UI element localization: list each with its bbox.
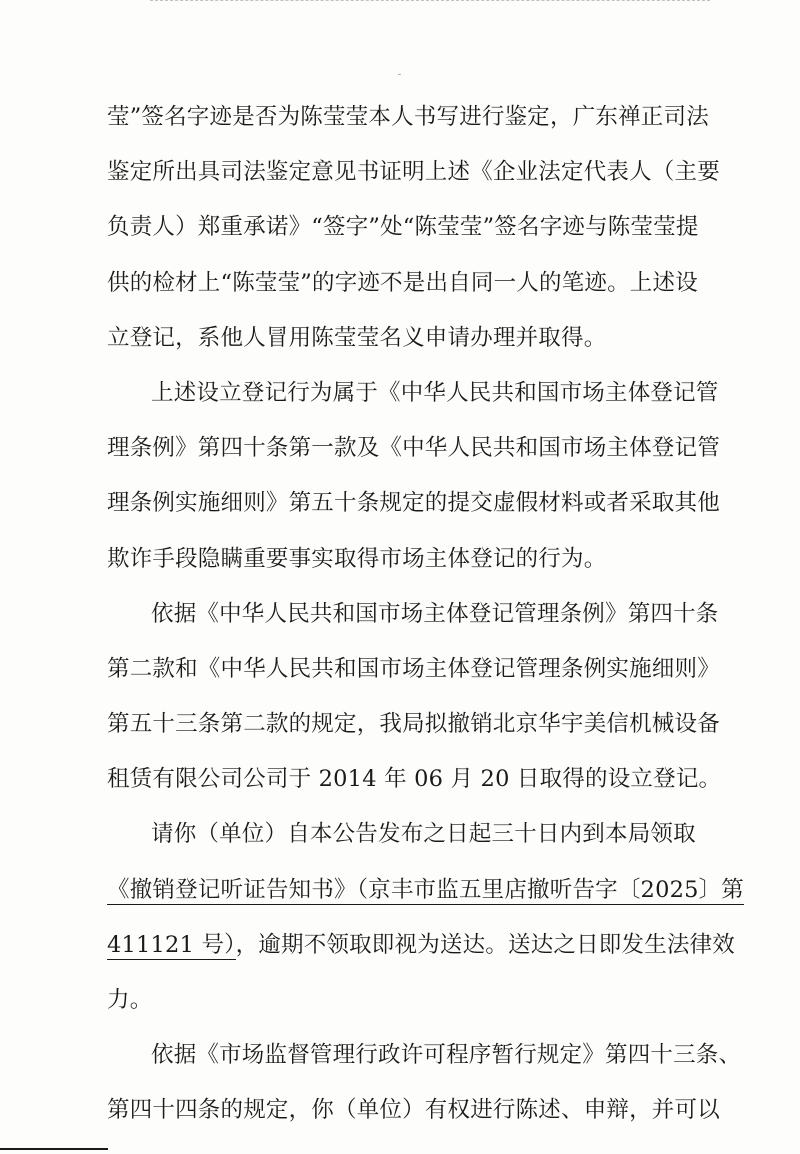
text-line: 租赁有限公司公司于 2014 年 06 月 20 日取得的设立登记。	[107, 766, 722, 793]
text-line: 理条例》第四十条第一款及《中华人民共和国市场主体登记管	[107, 435, 720, 462]
text-line: 第五十三条第二款的规定，我局拟撤销北京华宇美信机械设备	[107, 711, 720, 738]
text-line: 鉴定所出具司法鉴定意见书证明上述《企业法定代表人（主要	[107, 159, 720, 186]
text-line: 力。	[107, 987, 153, 1013]
text-line	[107, 930, 735, 985]
text-line: 欺诈手段隐瞒重要事实取得市场主体登记的行为。	[107, 545, 607, 572]
text-line: 理条例实施细则》第五十条规定的提交虚假材料或者采取其他	[107, 490, 720, 517]
page-number-mark: ˉ	[397, 74, 403, 84]
text-line: 依据《中华人民共和国市场主体登记管理条例》第四十条	[151, 600, 719, 627]
notice-document-title: 《撤销登记听证告知书》（京丰市监五里店撤听告字〔2025〕第	[107, 876, 745, 903]
text-line: 上述设立登记行为属于《中华人民共和国市场主体登记管	[151, 379, 719, 406]
text-fragment: ，逾期不领取即视为送达。送达之日即发生法律效	[235, 931, 735, 958]
text-line: 依据《市场监督管理行政许可程序暂行规定》第四十三条、	[151, 1042, 742, 1069]
document-body	[107, 102, 745, 1151]
text-line: 莹”签名字迹是否为陈莹莹本人书写进行鉴定，广东禅正司法	[107, 104, 709, 130]
text-line	[107, 875, 745, 930]
text-line: 供的检材上“陈莹莹”的字迹不是出自同一人的笔迹。上述设	[107, 269, 698, 296]
text-line: 第四十四条的规定，你（单位）有权进行陈述、申辩，并可以	[107, 1097, 720, 1124]
text-line: 第二款和《中华人民共和国市场主体登记管理条例实施细则》	[107, 655, 720, 682]
scan-edge-artifact	[150, 0, 710, 4]
text-line: 立登记，系他人冒用陈莹莹名义申请办理并取得。	[107, 324, 607, 351]
text-line: 负责人）郑重承诺》“签字”处“陈莹莹”签名字迹与陈莹莹提	[107, 214, 699, 241]
text-line: 请你（单位）自本公告发布之日起三十日内到本局领取	[151, 821, 696, 848]
notice-document-number: 411121 号）	[107, 931, 236, 958]
footnote-rule	[0, 1148, 108, 1150]
